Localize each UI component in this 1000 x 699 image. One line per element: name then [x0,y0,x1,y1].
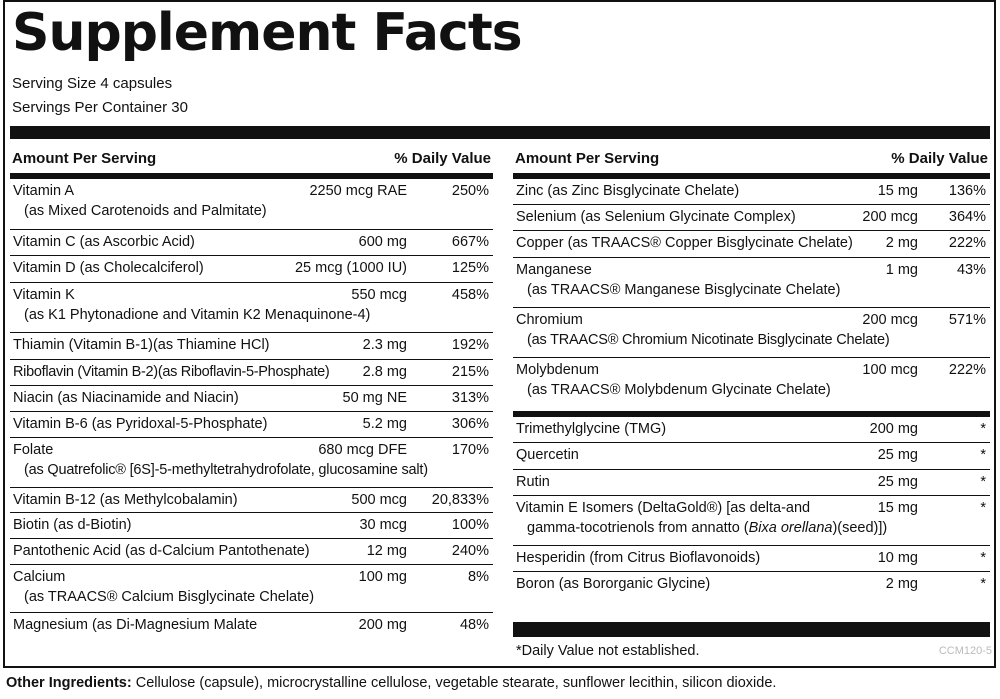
nutrient-daily-value: 125% [451,260,489,276]
amount-per-serving-header: Amount Per Serving [515,150,660,167]
nutrient-name: Chromium [516,312,583,328]
nutrient-name: Magnesium (as Di-Magnesium Malate [13,617,258,633]
other-ingredients-label: Other Ingredients: [6,675,132,691]
nutrient-daily-value: 48% [459,617,489,633]
nutrient-daily-value: 240% [451,543,489,559]
nutrient-daily-value: 222% [948,235,986,251]
nutrient-daily-value: * [980,474,986,490]
nutrient-amount: 12 mg [366,543,407,559]
nutrient-daily-value: 100% [451,517,489,533]
nutrient-name: Pantothenic Acid (as d-Calcium Pantothenate) [13,543,310,559]
nutrient-amount: 30 mcg [359,517,407,533]
nutrient-name: Zinc (as Zinc Bisglycinate Chelate) [516,183,740,199]
nutrient-name: Copper (as TRAACS® Copper Bisglycinate Chelate) [516,235,853,251]
nutrient-row-selenium [513,205,990,231]
column-header [513,139,990,179]
nutrient-row-manganese [513,258,990,308]
nutrient-daily-value: * [980,421,986,437]
nutrient-source: (as TRAACS® Calcium Bisglycinate Chelate) [24,589,315,605]
nutrient-amount: 25 mg [877,474,918,490]
top-divider-bar [10,126,990,139]
nutrient-daily-value: 215% [451,364,489,380]
daily-value-header: % Daily Value [394,150,491,167]
nutrient-source: (as TRAACS® Chromium Nicotinate Bisglycinate Chelate) [527,332,890,348]
servings-per-container: Servings Per Container 30 [12,99,188,116]
nutrient-name: Trimethylglycine (TMG) [516,421,667,437]
nutrient-daily-value: * [980,550,986,566]
nutrient-name: Boron (as Bororganic Glycine) [516,576,711,592]
nutrient-row-copper [513,231,990,258]
nutrient-daily-value: 43% [956,262,986,278]
nutrient-name: Selenium (as Selenium Glycinate Complex) [516,209,796,225]
nutrient-daily-value: 571% [948,312,986,328]
nutrient-daily-value: 222% [948,362,986,378]
nutrient-amount: 15 mg [877,183,918,199]
nutrient-name: Molybdenum [516,362,600,378]
nutrient-row-vitamin-a [10,179,493,230]
nutrient-amount: 2 mg [885,576,918,592]
right-nutrient-column [513,139,990,599]
nutrient-amount: 500 mcg [351,492,407,508]
nutrient-row-molybdenum [513,358,990,417]
daily-value-footnote: *Daily Value not established. [516,643,700,659]
nutrient-name: Manganese [516,262,592,278]
left-nutrient-column [10,139,493,641]
nutrient-name: Vitamin B-6 (as Pyridoxal-5-Phosphate) [13,416,268,432]
nutrient-daily-value: 667% [451,234,489,250]
nutrient-amount: 100 mg [358,569,407,585]
nutrient-row-niacin [10,386,493,412]
nutrient-row-vitamin-b6 [10,412,493,438]
nutrient-row-pantothenic-acid [10,539,493,565]
nutrient-name: Thiamin (Vitamin B-1)(as Thiamine HCl) [13,337,270,353]
nutrient-daily-value: 250% [451,183,489,199]
nutrient-amount: 200 mg [869,421,918,437]
nutrient-row-magnesium [10,613,493,641]
nutrient-amount: 10 mg [877,550,918,566]
nutrient-source: (as Quatrefolic® [6S]-5-methyltetrahydrofolate, glucosamine salt) [24,462,428,478]
nutrient-name: Vitamin B-12 (as Methylcobalamin) [13,492,238,508]
nutrient-amount: 2.3 mg [362,337,407,353]
nutrient-name: Vitamin K [13,287,75,303]
nutrient-row-rutin [513,470,990,496]
nutrient-row-quercetin [513,443,990,470]
nutrient-amount: 680 mcg DFE [318,442,407,458]
nutrient-row-riboflavin [10,360,493,386]
nutrient-name: Rutin [516,474,550,490]
other-ingredients-text: Cellulose (capsule), microcrystalline cellulose, vegetable stearate, sunflower lecithin, silicon dioxide. [131,675,777,691]
nutrient-daily-value: 8% [468,569,489,585]
nutrient-name: Vitamin E Isomers (DeltaGold®) [as delta-and [516,500,811,516]
other-ingredients [6,675,776,691]
nutrient-amount: 200 mcg [862,209,918,225]
panel-title: Supplement Facts [12,3,522,63]
nutrient-name: Niacin (as Niacinamide and Niacin) [13,390,239,406]
nutrient-daily-value: 136% [948,183,986,199]
nutrient-name: Folate [13,442,54,458]
nutrient-row-boron [513,572,990,599]
nutrient-amount: 25 mg [877,447,918,463]
label-code: CCM120-5 [938,645,992,657]
nutrient-name: Vitamin C (as Ascorbic Acid) [13,234,195,250]
bottom-divider-bar [513,622,990,637]
nutrient-row-thiamin [10,333,493,360]
nutrient-daily-value: 306% [451,416,489,432]
nutrient-row-biotin [10,513,493,539]
nutrient-amount: 200 mg [358,617,407,633]
nutrient-source: (as TRAACS® Molybdenum Glycinate Chelate) [527,382,831,398]
nutrient-daily-value: 170% [451,442,489,458]
nutrient-name: Quercetin [516,447,579,463]
serving-size: Serving Size 4 capsules [12,75,173,92]
nutrient-amount: 5.2 mg [362,416,407,432]
nutrient-row-folate [10,438,493,488]
nutrient-amount: 50 mg NE [342,390,407,406]
nutrient-amount: 25 mcg (1000 IU) [294,260,407,276]
nutrient-row-vitamin-c [10,230,493,256]
nutrient-amount: 15 mg [877,500,918,516]
amount-per-serving-header: Amount Per Serving [12,150,157,167]
nutrient-amount: 600 mg [358,234,407,250]
nutrient-row-vitamin-e-isomers [513,496,990,546]
nutrient-name: Vitamin D (as Cholecalciferol) [13,260,204,276]
nutrient-row-chromium [513,308,990,358]
nutrient-row-vitamin-k [10,283,493,333]
nutrient-row-vitamin-d [10,256,493,283]
nutrient-daily-value: * [980,500,986,516]
nutrient-name: Biotin (as d-Biotin) [13,517,132,533]
nutrient-daily-value: * [980,447,986,463]
nutrient-amount: 100 mcg [862,362,918,378]
nutrient-daily-value: 20,833% [431,492,489,508]
nutrient-amount: 200 mcg [862,312,918,328]
nutrient-row-zinc [513,179,990,205]
nutrient-amount: 1 mg [885,262,918,278]
nutrient-source: (as K1 Phytonadione and Vitamin K2 Menaquinone-4) [24,307,371,323]
nutrient-name: Hesperidin (from Citrus Bioflavonoids) [516,550,761,566]
nutrient-source: (as TRAACS® Manganese Bisglycinate Chelate) [527,282,841,298]
daily-value-header: % Daily Value [891,150,988,167]
nutrient-daily-value: * [980,576,986,592]
column-header [10,139,493,179]
nutrient-row-vitamin-b12 [10,488,493,513]
nutrient-row-hesperidin [513,546,990,572]
nutrient-source: (as Mixed Carotenoids and Palmitate) [24,203,267,219]
nutrient-amount: 2250 mcg RAE [309,183,407,199]
nutrient-amount: 550 mcg [351,287,407,303]
nutrient-amount: 2 mg [885,235,918,251]
nutrient-row-tmg [513,417,990,443]
nutrient-name: Vitamin A [13,183,74,199]
nutrient-name: Calcium [13,569,66,585]
nutrient-daily-value: 192% [451,337,489,353]
nutrient-source: gamma-tocotrienols from annatto (Bixa orellana)(seed)]) [527,520,888,536]
nutrient-daily-value: 313% [451,390,489,406]
nutrient-row-calcium [10,565,493,613]
nutrient-daily-value: 458% [451,287,489,303]
nutrient-daily-value: 364% [948,209,986,225]
nutrient-name: Riboflavin (Vitamin B-2)(as Riboflavin-5-Phosphate) [13,364,330,380]
nutrient-amount: 2.8 mg [362,364,407,380]
